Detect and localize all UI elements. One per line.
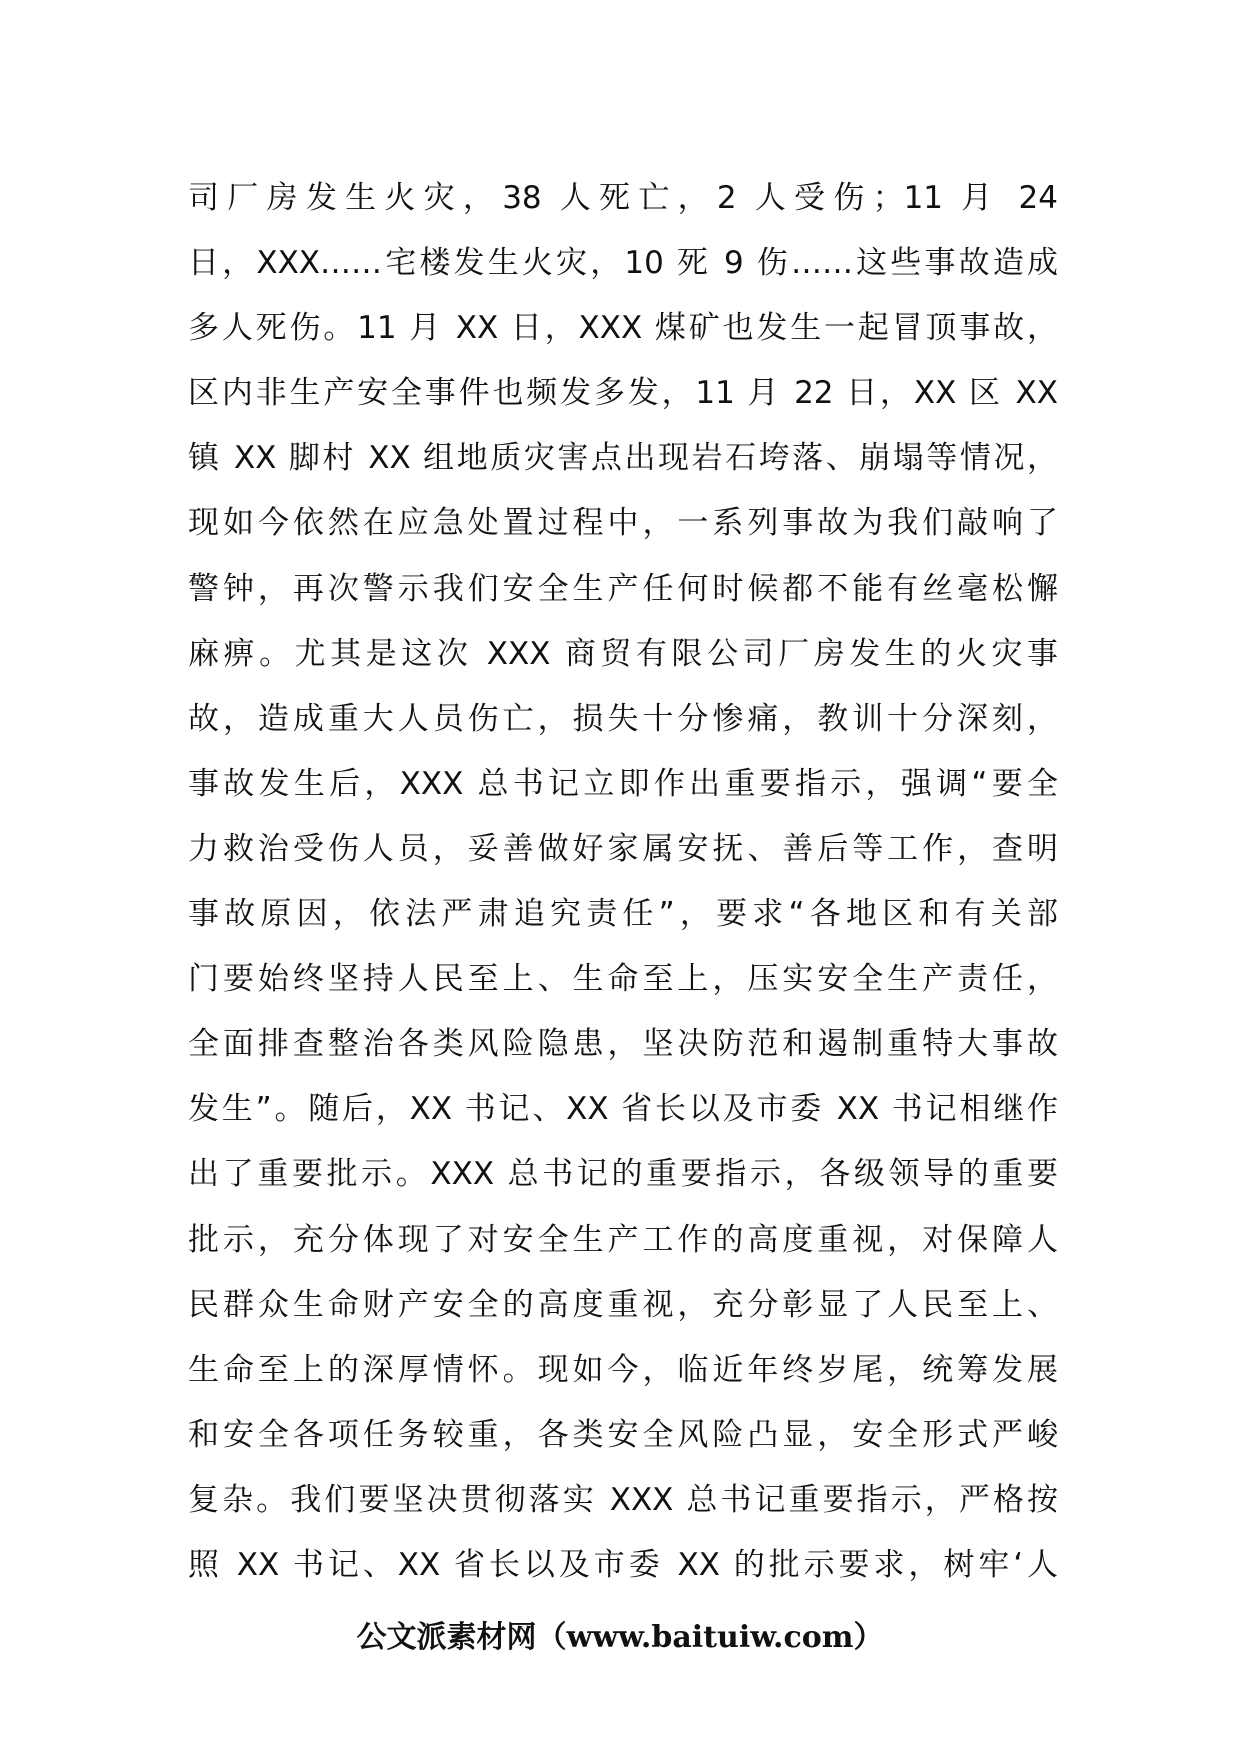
footer-watermark: 公文派素材网（www.baituiw.com） (356, 1620, 884, 1655)
text-line: 镇 XX 脚村 XX 组地质灾害点出现岩石垮落、崩塌等情况， (188, 440, 1058, 477)
text-line: 民群众生命财产安全的高度重视，充分彰显了人民至上、 (188, 1286, 1058, 1323)
text-line: 出了重要批示。XXX 总书记的重要指示，各级领导的重要 (188, 1156, 1058, 1193)
text-line: 生命至上的深厚情怀。现如今，临近年终岁尾，统筹发展 (188, 1351, 1058, 1388)
text-line: 故，造成重大人员伤亡，损失十分惨痛，教训十分深刻， (188, 700, 1058, 737)
text-line: 复杂。我们要坚决贯彻落实 XXX 总书记重要指示，严格按 (188, 1481, 1058, 1518)
text-line: 事故发生后，XXX 总书记立即作出重要指示，强调“要全 (188, 765, 1058, 802)
text-line: 区内非生产安全事件也频发多发，11 月 22 日，XX 区 XX (188, 375, 1058, 412)
text-line: 和安全各项任务较重，各类安全风险凸显，安全形式严峻 (188, 1416, 1058, 1453)
text-line: 现如今依然在应急处置过程中，一系列事故为我们敲响了 (188, 505, 1058, 542)
text-line: 事故原因，依法严肃追究责任”，要求“各地区和有关部 (188, 896, 1058, 933)
text-line: 照 XX 书记、XX 省长以及市委 XX 的批示要求，树牢‘人 (188, 1546, 1058, 1583)
text-line: 门要始终坚持人民至上、生命至上，压实安全生产责任， (188, 961, 1058, 998)
text-line: 警钟，再次警示我们安全生产任何时候都不能有丝毫松懈 (188, 570, 1058, 607)
body-text (188, 166, 1058, 1598)
text-line: 批示，充分体现了对安全生产工作的高度重视，对保障人 (188, 1221, 1058, 1258)
text-line: 全面排查整治各类风险隐患，坚决防范和遏制重特大事故 (188, 1026, 1058, 1063)
text-line: 麻痹。尤其是这次 XXX 商贸有限公司厂房发生的火灾事 (188, 635, 1058, 672)
text-line: 力救治受伤人员，妥善做好家属安抚、善后等工作，查明 (188, 830, 1058, 867)
text-line: 日，XXX……宅楼发生火灾，10 死 9 伤……这些事故造成 (188, 245, 1058, 282)
text-line: 多人死伤。11 月 XX 日，XXX 煤矿也发生一起冒顶事故， (188, 310, 1058, 347)
text-line: 发生”。随后，XX 书记、XX 省长以及市委 XX 书记相继作 (188, 1091, 1058, 1128)
text-line: 司厂房发生火灾，38 人死亡，2 人受伤；11 月 24 (188, 180, 1058, 216)
